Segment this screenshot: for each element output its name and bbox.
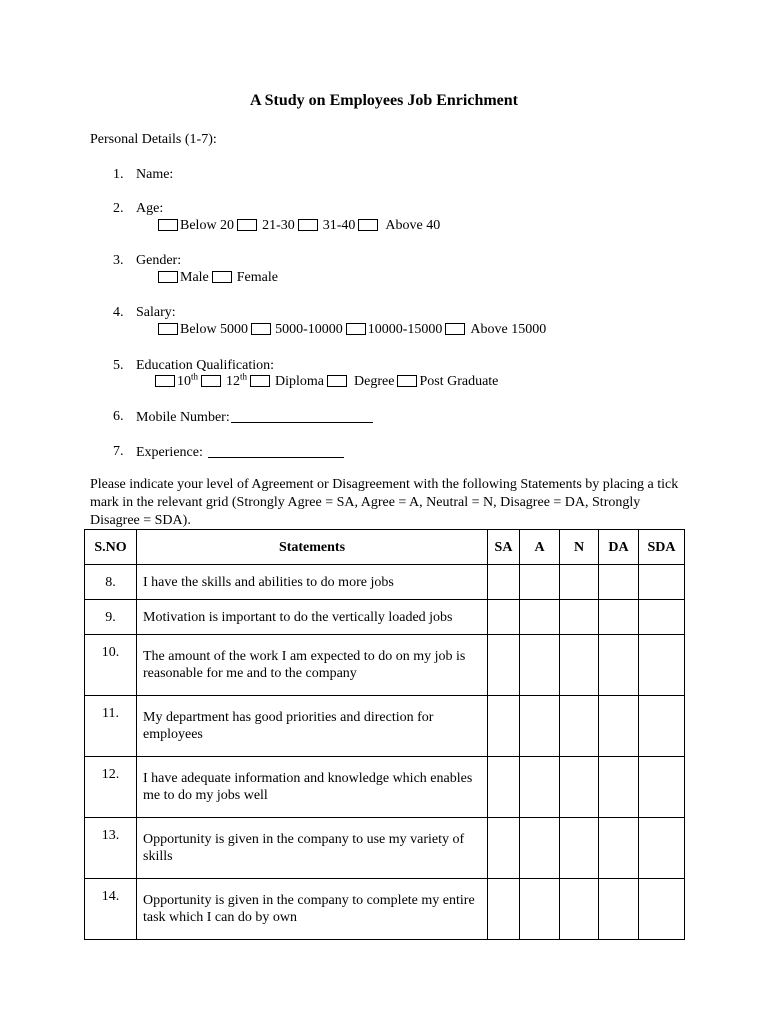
name-label: Name: [136,167,174,182]
n-cell[interactable] [560,818,599,879]
sda-cell[interactable] [639,600,685,635]
education-options [155,373,498,390]
table-row [85,565,685,600]
education-option-label: 10 [177,374,191,389]
n-cell[interactable] [560,565,599,600]
q5-number: 5. [113,358,124,373]
sa-cell[interactable] [488,696,520,757]
personal-details-heading: Personal Details (1-7): [90,132,217,147]
age-label: Age: [136,201,164,216]
a-cell[interactable] [520,600,560,635]
q3-number: 3. [113,253,124,268]
education-post-graduate-checkbox[interactable] [397,375,417,387]
education-diploma-checkbox[interactable] [250,375,270,387]
n-cell[interactable] [560,600,599,635]
a-cell[interactable] [520,757,560,818]
row-number: 10. [85,635,137,696]
gender-male-checkbox[interactable] [158,271,178,283]
age-option-label: Above 40 [385,218,441,233]
age-above-40-checkbox[interactable] [358,219,378,231]
superscript: th [191,371,199,382]
n-cell[interactable] [560,635,599,696]
row-number: 8. [85,565,137,600]
table-row [85,879,685,940]
sda-cell[interactable] [639,635,685,696]
table-row [85,635,685,696]
age-below-20-checkbox[interactable] [158,219,178,231]
da-cell[interactable] [599,565,639,600]
salary-5000-10000-checkbox[interactable] [251,323,271,335]
education-option-label: Degree [354,374,395,389]
a-cell[interactable] [520,879,560,940]
sa-cell[interactable] [488,818,520,879]
salary-above-15000-checkbox[interactable] [445,323,465,335]
mobile-number-row [136,408,373,426]
age-31-40-checkbox[interactable] [298,219,318,231]
table-row [85,818,685,879]
mobile-number-label: Mobile Number: [136,410,230,425]
salary-option-label: 10000-15000 [367,322,443,337]
page-title: A Study on Employees Job Enrichment [249,92,519,109]
a-cell[interactable] [520,696,560,757]
statements-table [84,529,685,940]
salary-option-label: Below 5000 [180,322,249,337]
education-option-label: Diploma [275,374,325,389]
header-da: DA [599,530,639,565]
salary-option-label: Above 15000 [470,322,547,337]
experience-field[interactable] [208,443,344,458]
gender-options [158,269,278,286]
education-label: Education Qualification: [136,358,275,373]
da-cell[interactable] [599,600,639,635]
sa-cell[interactable] [488,879,520,940]
table-row [85,600,685,635]
statement-text: I have adequate information and knowledge which enables me to do my jobs well [137,757,488,818]
salary-10000-15000-checkbox[interactable] [346,323,366,335]
age-options [158,217,440,234]
a-cell[interactable] [520,635,560,696]
sa-cell[interactable] [488,600,520,635]
n-cell[interactable] [560,696,599,757]
gender-option-label: Female [236,270,278,285]
da-cell[interactable] [599,696,639,757]
sa-cell[interactable] [488,565,520,600]
sda-cell[interactable] [639,696,685,757]
header-sda: SDA [639,530,685,565]
mobile-number-field[interactable] [231,408,373,423]
statement-text: My department has good priorities and direction for employees [137,696,488,757]
statement-text: Opportunity is given in the company to complete my entire task which I can do by own [137,879,488,940]
age-option-label: 21-30 [262,218,295,233]
statement-text: The amount of the work I am expected to do on my job is reasonable for me and to the company [137,635,488,696]
instructions-paragraph: Please indicate your level of Agreement or Disagreement with the following Statements by placing a tick mark in the relevant grid (Strongly Agree = SA, Agree = A, Neutral = N, Disagree = DA, Strongly Disagree = SDA). [90,477,679,528]
table-row [85,757,685,818]
header-n: N [560,530,599,565]
education-degree-checkbox[interactable] [327,375,347,387]
row-number: 11. [85,696,137,757]
sa-cell[interactable] [488,635,520,696]
row-number: 14. [85,879,137,940]
education-option-label: Post Graduate [419,374,499,389]
statement-text: I have the skills and abilities to do more jobs [137,565,488,600]
header-a: A [520,530,560,565]
header-sa: SA [488,530,520,565]
sa-cell[interactable] [488,757,520,818]
a-cell[interactable] [520,818,560,879]
sda-cell[interactable] [639,818,685,879]
sda-cell[interactable] [639,757,685,818]
table-row [85,696,685,757]
gender-female-checkbox[interactable] [212,271,232,283]
age-option-label: 31-40 [322,218,356,233]
age-option-label: Below 20 [180,218,235,233]
sda-cell[interactable] [639,879,685,940]
experience-row [136,443,344,461]
q4-number: 4. [113,305,124,320]
statement-text: Motivation is important to do the vertically loaded jobs [137,600,488,635]
n-cell[interactable] [560,879,599,940]
salary-label: Salary: [136,305,176,320]
q1-number: 1. [113,167,124,182]
education-option-label: 12 [226,374,241,389]
education-12th-checkbox[interactable] [201,375,221,387]
q2-number: 2. [113,201,124,216]
da-cell[interactable] [599,635,639,696]
salary-options [158,321,546,338]
row-number: 12. [85,757,137,818]
education-10th-checkbox[interactable] [155,375,175,387]
superscript: th [240,371,248,382]
gender-option-label: Male [180,270,209,285]
gender-label: Gender: [136,253,182,268]
salary-option-label: 5000-10000 [275,322,343,337]
experience-label: Experience: [136,445,203,460]
da-cell[interactable] [599,818,639,879]
n-cell[interactable] [560,757,599,818]
a-cell[interactable] [520,565,560,600]
row-number: 9. [85,600,137,635]
da-cell[interactable] [599,757,639,818]
age-21-30-checkbox[interactable] [237,219,257,231]
header-statements: Statements [137,530,488,565]
da-cell[interactable] [599,879,639,940]
table-header-row [85,530,685,565]
q7-number: 7. [113,444,124,459]
row-number: 13. [85,818,137,879]
sda-cell[interactable] [639,565,685,600]
q6-number: 6. [113,409,124,424]
header-sno: S.NO [85,530,137,565]
statement-text: Opportunity is given in the company to use my variety of skills [137,818,488,879]
salary-below-5000-checkbox[interactable] [158,323,178,335]
